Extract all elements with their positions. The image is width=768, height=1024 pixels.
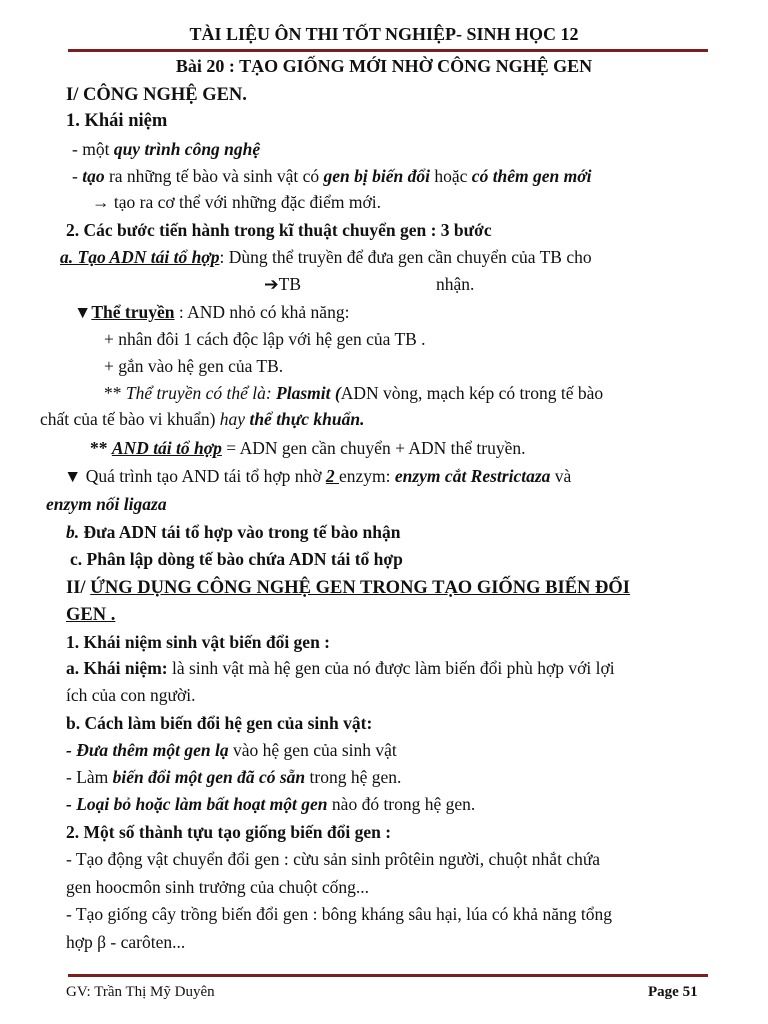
text-line: c. Phân lập dòng tế bào chứa ADN tái tổ hợp [70, 549, 403, 569]
page-number: Page 51 [648, 984, 698, 1000]
text-line: enzym nối ligaza [46, 494, 167, 514]
text-line: chất của tế bào vi khuẩn) hay thể thực khuẩn. [40, 409, 365, 429]
subheading-achievements: 2. Một số thành tựu tạo giống biến đổi gen : [66, 822, 392, 842]
text-line: + gắn vào hệ gen của TB. [104, 356, 284, 376]
text-line: → tạo ra cơ thể với những đặc điểm mới. [92, 192, 381, 212]
text-line: ▼Thể truyền : AND nhỏ có khả năng: [74, 302, 350, 322]
section-heading-2: II/ ỨNG DỤNG CÔNG NGHỆ GEN TRONG TẠO GIỐNG BIẾN ĐỔI [66, 578, 630, 598]
text-line: gen hoocmôn sinh trưởng của chuột cống... [66, 877, 370, 897]
text-line: + nhân đôi 1 cách độc lập với hệ gen của TB . [104, 329, 426, 349]
subheading-gmo: 1. Khái niệm sinh vật biến đổi gen : [66, 632, 331, 652]
text-line: a. Khái niệm: là sinh vật mà hệ gen của nó được làm biến đổi phù hợp với lợi [66, 658, 615, 678]
text-line: - tạo ra những tế bào và sinh vật có gen bị biến đổi hoặc có thêm gen mới [72, 166, 592, 186]
text-line: b. Đưa ADN tái tổ hợp vào trong tế bào nhận [66, 522, 401, 542]
text-line: - Đưa thêm một gen lạ vào hệ gen của sinh vật [66, 740, 397, 760]
text-line: - Làm biến đổi một gen đã có sẵn trong hệ gen. [66, 767, 402, 787]
section-heading-1: I/ CÔNG NGHỆ GEN. [66, 85, 247, 105]
text-line: ▼ Quá trình tạo AND tái tổ hợp nhờ 2 enzym: enzym cắt Restrictaza và [64, 466, 572, 486]
text-line: ích của con người. [66, 685, 196, 705]
text-line: hợp β - carôten... [66, 932, 186, 952]
section-heading-2-cont: GEN . [66, 605, 116, 625]
text-line: - một quy trình công nghệ [72, 139, 261, 159]
text-line: - Loại bỏ hoặc làm bất hoạt một gen nào đó trong hệ gen. [66, 794, 476, 814]
header-divider [68, 49, 708, 52]
text-line: - Tạo giống cây trồng biến đổi gen : bông kháng sâu hại, lúa có khả năng tổng [66, 904, 612, 924]
text-line: ** AND tái tổ hợp = ADN gen cần chuyển + ADN thể truyền. [90, 438, 526, 458]
text-line: a. Tạo ADN tái tổ hợp: Dùng thể truyền để đưa gen cần chuyển của TB cho [60, 247, 592, 267]
text-line: ** Thể truyền có thể là: Plasmit (ADN vòng, mạch kép có trong tế bào [104, 383, 604, 403]
subheading-methods: b. Cách làm biến đổi hệ gen của sinh vật: [66, 713, 373, 733]
text-line: - Tạo động vật chuyển đổi gen : cừu sản sinh prôtêin người, chuột nhắt chứa [66, 849, 601, 869]
document-title: TÀI LIỆU ÔN THI TỐT NGHIỆP- SINH HỌC 12 [189, 24, 579, 44]
subheading-concept: 1. Khái niệm [66, 111, 168, 131]
footer-divider [68, 974, 708, 977]
footer-author: GV: Trần Thị Mỹ Duyên [66, 984, 215, 1000]
subheading-steps: 2. Các bước tiến hành trong kĩ thuật chuyển gen : 3 bước [66, 220, 492, 240]
lesson-title: Bài 20 : TẠO GIỐNG MỚI NHỜ CÔNG NGHỆ GEN [175, 56, 593, 76]
